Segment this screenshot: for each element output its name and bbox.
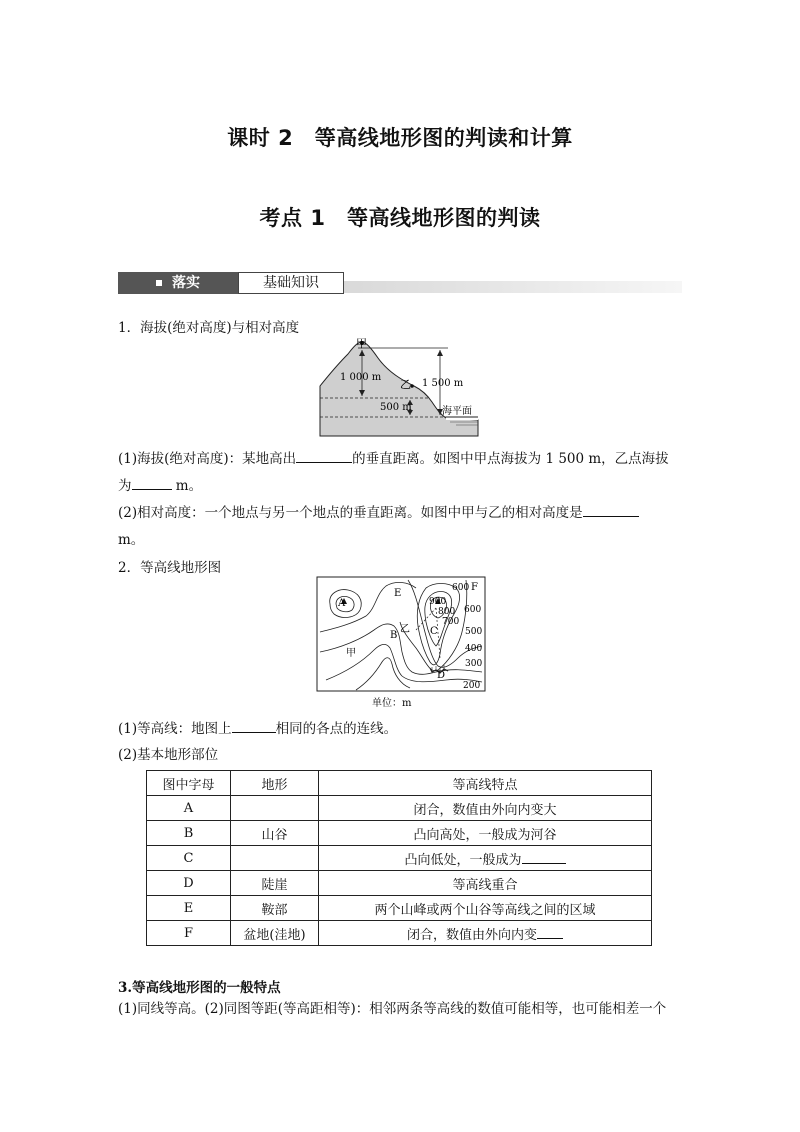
table-header-row bbox=[147, 771, 652, 796]
point-yi-label: 乙 bbox=[400, 378, 411, 391]
terrain-table bbox=[146, 770, 652, 946]
para-text: m。 bbox=[118, 532, 145, 548]
contour-500: 500 bbox=[465, 627, 483, 637]
table-row bbox=[147, 821, 652, 846]
para-text: 为 bbox=[118, 478, 132, 494]
contour-700: 700 bbox=[442, 617, 460, 627]
section1-para2 bbox=[118, 500, 686, 554]
table-header: 地形 bbox=[231, 771, 319, 796]
section3-heading: 3.等高线地形图的一般特点 bbox=[118, 980, 281, 996]
answer-blank bbox=[583, 502, 639, 517]
banner-label: 落实 bbox=[172, 275, 200, 291]
answer-blank bbox=[537, 924, 563, 939]
map-label-a: A bbox=[338, 598, 346, 609]
map-label-d: D bbox=[437, 670, 446, 681]
table-cell: 陡崖 bbox=[231, 871, 319, 896]
contour-200: 200 bbox=[463, 681, 481, 691]
answer-blank bbox=[296, 448, 352, 463]
square-bullet-icon bbox=[156, 280, 162, 286]
table-cell: C bbox=[147, 846, 231, 871]
answer-blank bbox=[132, 475, 172, 490]
para-text: m。 bbox=[171, 478, 203, 494]
height-500-label: 500 m bbox=[380, 402, 412, 413]
table-cell bbox=[319, 921, 652, 946]
map-label-jia: 甲 bbox=[346, 648, 356, 659]
section2-heading: 2．等高线地形图 bbox=[118, 560, 222, 576]
altitude-figure bbox=[318, 336, 486, 438]
para-text: 相同的各点的连线。 bbox=[275, 721, 398, 737]
table-row bbox=[147, 796, 652, 821]
para-text: (1)等高线：地图上 bbox=[118, 721, 232, 737]
map-label-c: C bbox=[430, 626, 438, 637]
banner-fade-bar bbox=[344, 281, 682, 293]
sub-title: 考点 1 等高线地形图的判读 bbox=[259, 206, 541, 230]
banner-tab: 基础知识 bbox=[238, 272, 344, 294]
para-text: (1)海拔(绝对高度)：某地高出 bbox=[118, 451, 297, 467]
map-label-yi: 乙 bbox=[400, 624, 410, 635]
table-row bbox=[147, 921, 652, 946]
contour-300: 300 bbox=[465, 659, 483, 669]
table-row bbox=[147, 896, 652, 921]
answer-blank bbox=[232, 718, 276, 733]
para-text: (2)相对高度：一个地点与另一个地点的垂直距离。如图中甲与乙的相对高度是 bbox=[118, 505, 583, 521]
table-cell: B bbox=[147, 821, 231, 846]
table-row bbox=[147, 871, 652, 896]
map-unit-label: 单位：m bbox=[372, 698, 412, 708]
banner-label-bar bbox=[118, 272, 238, 294]
contour-600-right: 600 bbox=[464, 605, 482, 615]
table-cell bbox=[231, 796, 319, 821]
table-header: 等高线特点 bbox=[319, 771, 652, 796]
height-1500-label: 1 500 m bbox=[422, 378, 464, 389]
answer-blank bbox=[522, 849, 566, 864]
table-cell: 山谷 bbox=[231, 821, 319, 846]
peak-label: 甲 bbox=[356, 337, 367, 350]
table-cell: D bbox=[147, 871, 231, 896]
height-1000-label: 1 000 m bbox=[340, 372, 382, 383]
contour-400: 400 bbox=[465, 644, 483, 654]
map-label-e: E bbox=[394, 588, 402, 599]
contour-900: 900 bbox=[429, 597, 447, 607]
cell-text: 凸向低处，一般成为 bbox=[404, 852, 522, 868]
main-title: 课时 2 等高线地形图的判读和计算 bbox=[227, 126, 573, 150]
table-cell bbox=[319, 846, 652, 871]
table-cell: 鞍部 bbox=[231, 896, 319, 921]
section3-para1: (1)同线等高。(2)同图等距(等高距相等)：相邻两条等高线的数值可能相等，也可能相差一个 bbox=[118, 1001, 667, 1017]
contour-600-top: 600 bbox=[452, 583, 470, 593]
table-cell: 两个山峰或两个山谷等高线之间的区域 bbox=[319, 896, 652, 921]
table-cell: E bbox=[147, 896, 231, 921]
section1-para1 bbox=[118, 446, 686, 500]
table-cell: F bbox=[147, 921, 231, 946]
table-cell: A bbox=[147, 796, 231, 821]
table-row bbox=[147, 846, 652, 871]
section2-para1 bbox=[118, 716, 686, 743]
section2-para2: (2)基本地形部位 bbox=[118, 747, 219, 763]
sea-level-label: 海平面 bbox=[442, 406, 472, 417]
cell-text: 闭合，数值由外向内变 bbox=[406, 927, 537, 943]
contour-800: 800 bbox=[438, 607, 456, 617]
section-banner bbox=[118, 272, 682, 294]
table-cell: 等高线重合 bbox=[319, 871, 652, 896]
map-label-b: B bbox=[390, 630, 398, 641]
table-header: 图中字母 bbox=[147, 771, 231, 796]
table-cell: 凸向高处，一般成为河谷 bbox=[319, 821, 652, 846]
section1-heading: 1．海拔(绝对高度)与相对高度 bbox=[118, 320, 300, 336]
para-text: 的垂直距离。如图中甲点海拔为 1 500 m，乙点海拔 bbox=[352, 451, 669, 467]
map-label-f: F bbox=[471, 582, 478, 593]
contour-map bbox=[316, 576, 486, 708]
table-cell bbox=[231, 846, 319, 871]
table-cell: 闭合，数值由外向内变大 bbox=[319, 796, 652, 821]
table-cell: 盆地(洼地) bbox=[231, 921, 319, 946]
